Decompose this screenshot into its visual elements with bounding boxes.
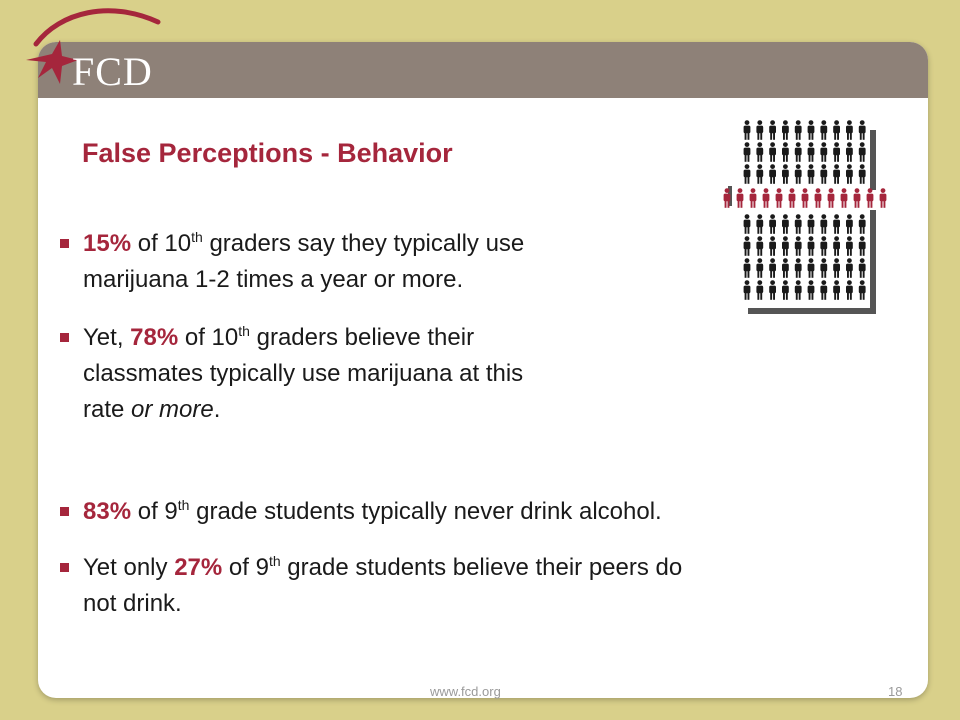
bullet-marker — [60, 563, 69, 572]
person-icon — [795, 236, 802, 256]
person-icon — [744, 258, 751, 278]
person-icon — [820, 280, 827, 300]
person-icon — [808, 280, 815, 300]
bullet-4: Yet only 27% of 9th grade students believe their peers do not drink. — [60, 550, 880, 622]
fcd-logo — [0, 0, 200, 110]
stat-highlight: 27% — [174, 554, 223, 581]
person-icon — [756, 120, 763, 140]
person-icon — [769, 258, 776, 278]
person-icon — [808, 258, 815, 278]
person-icon — [744, 280, 751, 300]
person-icon — [808, 142, 815, 162]
person-icon — [859, 280, 866, 300]
person-icon — [859, 214, 866, 234]
person-icon — [795, 142, 802, 162]
person-icon — [782, 164, 789, 184]
person-icon — [846, 214, 853, 234]
logo-text: FCD — [72, 49, 153, 94]
person-icon — [808, 214, 815, 234]
person-icon — [833, 214, 840, 234]
person-icon — [795, 280, 802, 300]
person-icon — [795, 214, 802, 234]
bullet-marker — [60, 507, 69, 516]
person-icon — [859, 258, 866, 278]
person-icon — [846, 164, 853, 184]
person-icon — [820, 164, 827, 184]
person-icon — [744, 142, 751, 162]
stat-highlight: 83% — [83, 498, 132, 525]
person-icon — [769, 142, 776, 162]
person-icon — [789, 188, 796, 208]
person-icon — [782, 236, 789, 256]
person-icon — [808, 164, 815, 184]
person-icon — [859, 236, 866, 256]
footer-url[interactable]: www.fcd.org — [430, 684, 501, 699]
person-icon — [776, 188, 783, 208]
person-icon — [815, 188, 822, 208]
person-icon — [846, 120, 853, 140]
person-icon — [833, 120, 840, 140]
person-icon — [859, 164, 866, 184]
person-icon — [833, 164, 840, 184]
person-icon — [769, 164, 776, 184]
person-icon — [802, 188, 809, 208]
person-icon — [833, 280, 840, 300]
person-icon — [880, 188, 887, 208]
person-icon — [833, 236, 840, 256]
person-icon — [769, 236, 776, 256]
person-icon — [833, 142, 840, 162]
person-icon — [820, 258, 827, 278]
person-icon — [820, 120, 827, 140]
person-icon — [820, 236, 827, 256]
person-icon — [846, 236, 853, 256]
bullet-marker — [60, 239, 69, 248]
person-icon — [750, 188, 757, 208]
person-icon — [808, 120, 815, 140]
person-icon — [744, 236, 751, 256]
person-icon — [782, 120, 789, 140]
person-icon — [782, 214, 789, 234]
person-icon — [756, 236, 763, 256]
person-icon — [859, 120, 866, 140]
person-icon — [744, 164, 751, 184]
person-icon — [782, 280, 789, 300]
person-icon — [820, 214, 827, 234]
person-icon — [867, 188, 874, 208]
person-icon — [756, 258, 763, 278]
person-icon — [756, 142, 763, 162]
person-icon — [841, 188, 848, 208]
people-grid-icon — [720, 118, 900, 318]
page-number: 18 — [888, 684, 903, 699]
person-icon — [756, 214, 763, 234]
slide-title: False Perceptions - Behavior — [82, 138, 453, 168]
person-icon — [808, 236, 815, 256]
person-icon — [769, 280, 776, 300]
bullet-1: 15% of 10th graders say they typically use marijuana 1-2 times a year or more. — [60, 226, 880, 298]
person-icon — [769, 214, 776, 234]
person-icon — [744, 214, 751, 234]
person-icon — [795, 120, 802, 140]
person-icon — [756, 280, 763, 300]
bullet-marker — [60, 333, 69, 342]
person-icon — [846, 280, 853, 300]
person-icon — [854, 188, 861, 208]
person-icon — [859, 142, 866, 162]
bullet-2: Yet, 78% of 10th graders believe their classmates typically use marijuana at this rate or more. — [60, 320, 880, 428]
person-icon — [795, 164, 802, 184]
person-icon — [763, 188, 770, 208]
person-icon — [833, 258, 840, 278]
person-icon — [846, 258, 853, 278]
person-icon — [795, 258, 802, 278]
person-icon — [769, 120, 776, 140]
person-icon — [737, 188, 744, 208]
person-icon — [782, 142, 789, 162]
person-icon — [846, 142, 853, 162]
person-icon — [744, 120, 751, 140]
bullet-3: 83% of 9th grade students typically never drink alcohol. — [60, 494, 880, 530]
person-icon — [820, 142, 827, 162]
person-icon — [782, 258, 789, 278]
person-icon — [828, 188, 835, 208]
stat-highlight: 15% — [83, 230, 132, 257]
stat-highlight: 78% — [130, 324, 179, 351]
person-icon — [756, 164, 763, 184]
